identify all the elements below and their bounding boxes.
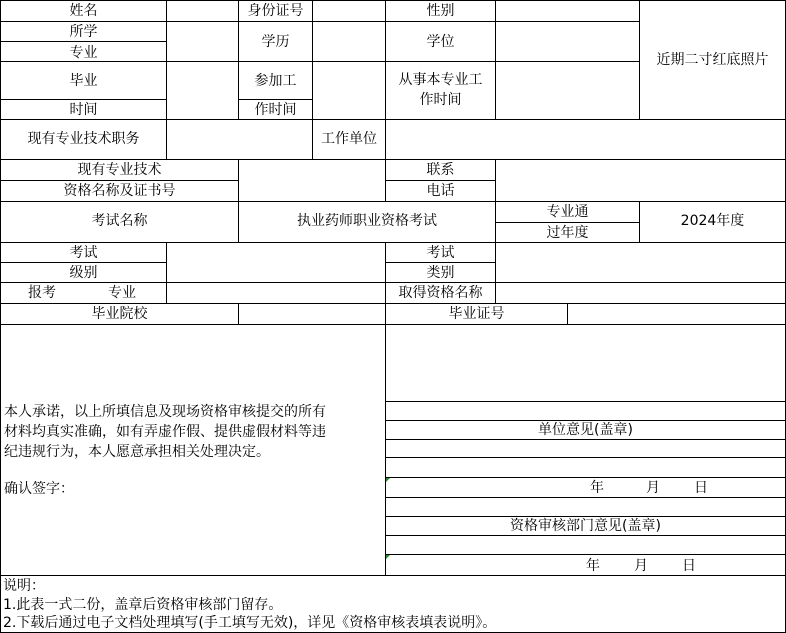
school-label: 毕业院校 [91, 306, 148, 322]
cert-label-1: 现有专业技术 [77, 162, 162, 178]
qualification-label: 取得资格名称 [398, 285, 483, 301]
grad-time-field[interactable] [166, 61, 239, 120]
grad-label-2: 时间 [69, 102, 98, 118]
contact-label-1: 联系 [426, 162, 455, 178]
name-field[interactable] [166, 0, 239, 22]
apply-major-field[interactable] [166, 282, 386, 304]
apply-major-label: 专业 [108, 285, 136, 301]
opinion-row-7 [385, 535, 786, 555]
years-label-2: 作时间 [419, 92, 462, 108]
phone-field[interactable] [495, 159, 786, 202]
date2-month: 月 [634, 558, 648, 574]
date1-year: 年 [590, 480, 604, 496]
title-field[interactable] [166, 119, 313, 160]
work-start-label-1: 参加工 [254, 73, 297, 89]
exam-name-value: 执业药师职业资格考试 [297, 213, 437, 229]
exam-level-label-2: 级别 [69, 265, 98, 281]
exam-category-field[interactable] [495, 242, 786, 283]
major-field[interactable] [166, 21, 239, 62]
audit-opinion-label: 资格审核部门意见(盖章) [510, 518, 661, 534]
date1-day: 日 [694, 480, 708, 496]
opinion-row-3 [385, 439, 786, 458]
years-label-1: 从事本专业工 [398, 72, 483, 88]
exam-category-label-2: 类别 [426, 265, 455, 281]
opinion-row-4 [385, 457, 786, 478]
exam-category-label-1: 考试 [426, 245, 455, 261]
employer-field[interactable] [385, 119, 786, 160]
pledge-line-1: 本人承诺，以上所填信息及现场资格审核提交的所有 [4, 404, 326, 420]
education-label: 学历 [261, 34, 290, 50]
pledge-line-3: 纪违规行为，本人愿意承担相关处理决定。 [4, 444, 270, 460]
passed-year-value: 2024年度 [680, 213, 745, 229]
id-field[interactable] [312, 0, 386, 22]
date2-year: 年 [586, 558, 600, 574]
diploma-field[interactable] [567, 303, 786, 325]
unit-opinion-label: 单位意见(盖章) [538, 422, 633, 438]
employer-label: 工作单位 [321, 131, 377, 147]
qualification-field[interactable] [495, 282, 786, 304]
school-field[interactable] [238, 303, 386, 325]
diploma-label: 毕业证号 [448, 306, 505, 322]
photo-label: 近期二寸红底照片 [656, 52, 769, 68]
work-start-field[interactable] [312, 61, 386, 120]
contact-label-2: 电话 [426, 183, 455, 199]
cell-comment-marker [386, 478, 390, 482]
opinion-row-1 [385, 401, 786, 421]
apply-label: 报考 [28, 285, 56, 301]
cert-label-2: 资格名称及证书号 [63, 183, 176, 199]
date1-row [385, 477, 786, 498]
pledge-line-2: 材料均真实准确，如有弄虚作假、提供虚假材料等违 [4, 424, 326, 440]
passed-label-2: 过年度 [546, 225, 589, 241]
work-start-label-2: 作时间 [254, 102, 297, 118]
audit-opinion-area[interactable] [385, 497, 786, 517]
gender-label: 性别 [426, 3, 455, 19]
education-field[interactable] [312, 21, 386, 62]
gender-field[interactable] [495, 0, 640, 22]
unit-opinion-area[interactable] [385, 324, 786, 402]
date2-day: 日 [682, 558, 696, 574]
degree-field[interactable] [495, 21, 640, 62]
date1-month: 月 [646, 480, 660, 496]
notes-title: 说明： [3, 578, 45, 594]
cert-field[interactable] [238, 159, 386, 202]
years-field[interactable] [495, 61, 640, 120]
major-label-1: 所学 [69, 24, 98, 40]
title-label: 现有专业技术职务 [27, 131, 140, 147]
exam-level-label-1: 考试 [69, 245, 98, 261]
exam-level-field[interactable] [166, 242, 386, 283]
passed-label-1: 专业通 [546, 204, 589, 220]
name-label: 姓名 [69, 3, 98, 19]
degree-label: 学位 [426, 34, 455, 50]
notes-line-2: 2.下载后通过电子文档处理填写(手工填写无效)，详见《资格审核表填表说明》。 [3, 615, 497, 631]
notes-line-1: 1.此表一式二份，盖章后资格审核部门留存。 [3, 597, 283, 613]
exam-name-label: 考试名称 [91, 213, 148, 229]
years-label-cell [385, 61, 496, 120]
cell-comment-marker-2 [386, 555, 390, 559]
id-label: 身份证号 [247, 3, 304, 19]
grad-label-1: 毕业 [69, 73, 98, 89]
apply-major-label-cell [0, 282, 167, 304]
signature-label: 确认签字： [4, 481, 74, 497]
major-label-2: 专业 [69, 45, 98, 61]
